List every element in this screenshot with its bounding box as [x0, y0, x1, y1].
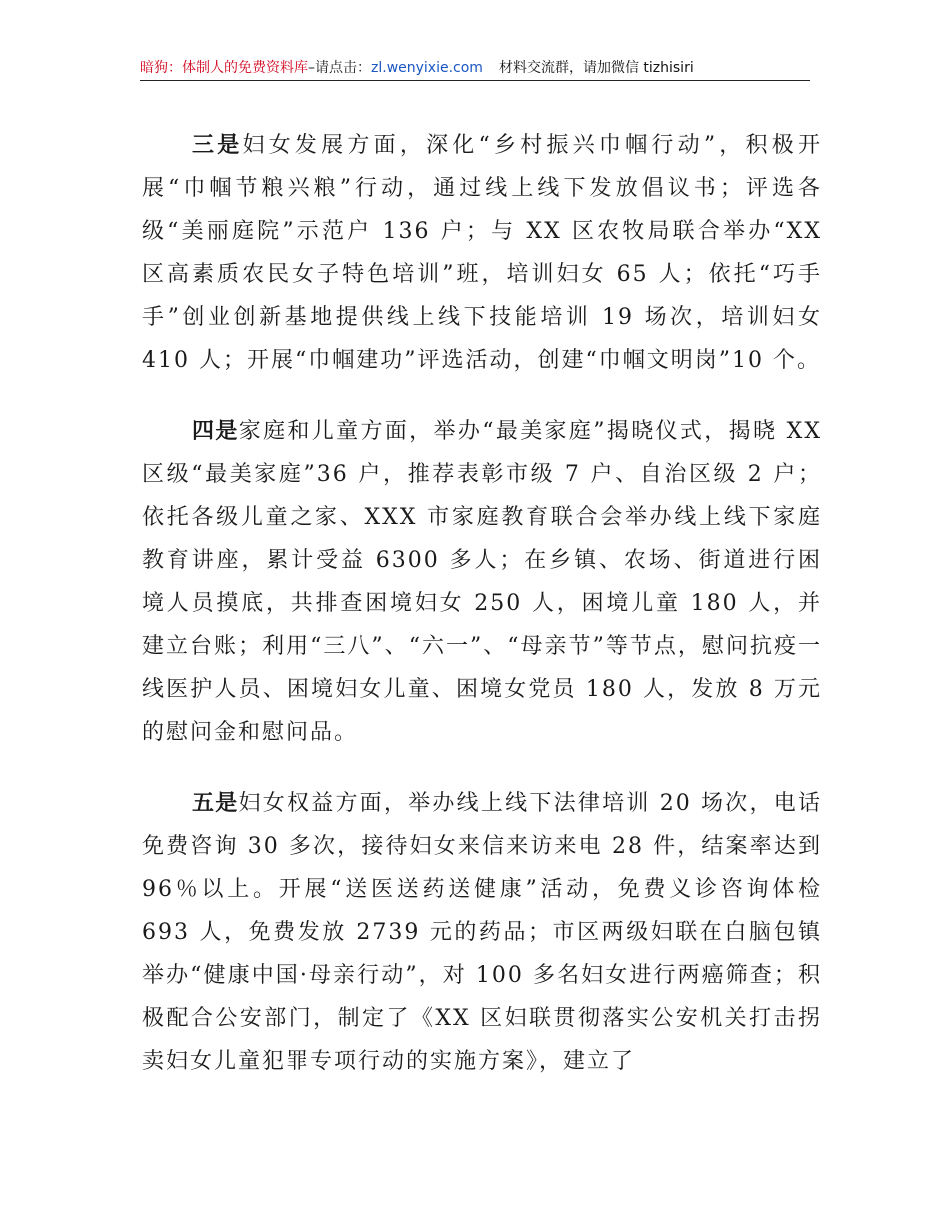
- document-body: [142, 124, 822, 1111]
- paragraph-lead: 五是: [192, 791, 239, 816]
- header-promo-text: 暗狗：体制人的免费资料库: [140, 60, 308, 76]
- header-divider: [140, 80, 810, 81]
- paragraph-women-development: [142, 124, 822, 382]
- paragraph-family-children: [142, 410, 822, 754]
- paragraph-women-rights: [142, 782, 822, 1083]
- paragraph-text: 妇女发展方面，深化“乡村振兴巾帼行动”，积极开展“巾帼节粮兴粮”行动，通过线上线下发放倡议书；评选各级“美丽庭院”示范户 136 户；与 XX 区农牧局联合举办“XX 区高素质农民女子特色培训”班，培训妇女 65 人；依托“巧手手”创业创新基地提供线上线下技能培训 19 场次，培训妇女 410 人；开展“巾帼建功”评选活动，创建“巾帼文明岗”10 个。: [142, 133, 822, 373]
- header-separator-text: –请点击：: [308, 60, 371, 76]
- page-header: [140, 58, 810, 82]
- paragraph-text: 家庭和儿童方面，举办“最美家庭”揭晓仪式，揭晓 XX 区级“最美家庭”36 户，推荐表彰市级 7 户、自治区级 2 户；依托各级儿童之家、XXX 市家庭教育联合会举办线上线下家庭教育讲座，累计受益 6300 多人；在乡镇、农场、街道进行困境人员摸底，共排查困境妇女 250 人，困境儿童 180 人，并建立台账；利用“三八”、“六一”、“母亲节”等节点，慰问抗疫一线医护人员、困境妇女儿童、困境女党员 180 人，发放 8 万元的慰问金和慰问品。: [142, 419, 822, 745]
- header-group-text: 材料交流群，请加微信 tizhisiri: [498, 60, 694, 76]
- paragraph-lead: 三是: [192, 133, 243, 158]
- header-link[interactable]: zl.wenyixie.com: [371, 60, 483, 76]
- paragraph-text: 妇女权益方面，举办线上线下法律培训 20 场次，电话免费咨询 30 多次，接待妇女来信来访来电 28 件，结案率达到 96％以上。开展“送医送药送健康”活动，免费义诊咨询体检 693 人，免费发放 2739 元的药品；市区两级妇联在白脑包镇举办“健康中国·母亲行动”，对 100 多名妇女进行两癌筛查；积极配合公安部门，制定了《XX 区妇联贯彻落实公安机关打击拐卖妇女儿童犯罪专项行动的实施方案》，建立了: [142, 791, 822, 1074]
- paragraph-lead: 四是: [192, 419, 239, 444]
